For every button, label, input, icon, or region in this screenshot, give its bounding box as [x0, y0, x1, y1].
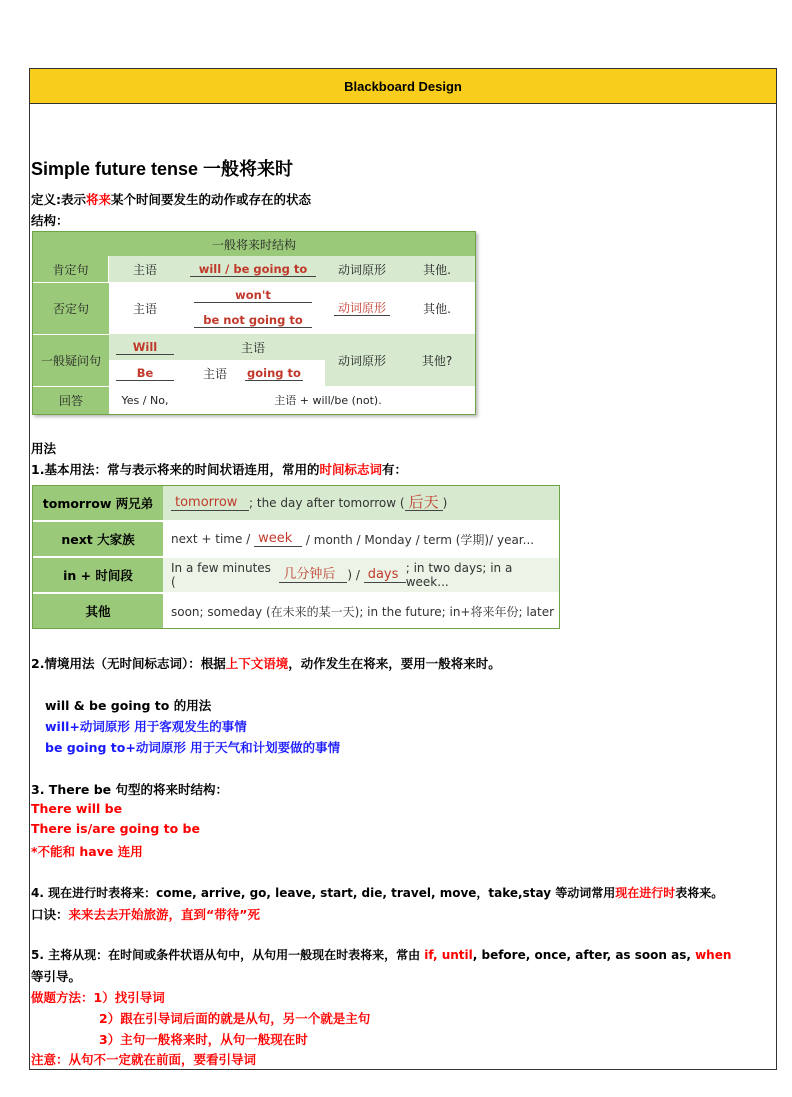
row-value-next: next + time / week / month / Monday / term (学期)/ year...: [163, 522, 559, 558]
definition-line: 定义:表示将来某个时间要发生的动作或存在的状态: [31, 192, 312, 207]
will-be-title: will & be going to 的用法: [45, 698, 212, 713]
method-step-1: 做题方法：1）找引导词: [31, 990, 165, 1005]
there-going-to-be: There is/are going to be: [31, 821, 200, 836]
blackboard-frame: [29, 68, 777, 1070]
usage-title: 用法: [31, 441, 57, 456]
row-label-next: next 大家族: [33, 522, 163, 558]
there-will-be: There will be: [31, 801, 123, 816]
cell-will-going: will / be going to: [181, 256, 325, 282]
header-title: Blackboard Design: [344, 78, 462, 94]
row-label-in: in + 时间段: [33, 558, 163, 594]
row-label-answer: 回答: [33, 386, 109, 414]
be-going-usage: be going to+动词原形 用于天气和计划要做的事情: [45, 740, 341, 755]
row-label-other: 其他: [33, 594, 163, 628]
clause-line: 5. 主将从现：在时间或条件状语从句中，从句用一般现在时表将来，常由 if, until, before, once, after, as soon as, when: [31, 948, 732, 962]
table-heading: 一般将来时结构: [33, 232, 475, 256]
cell-be: Be: [109, 360, 181, 386]
cell-other: 其他?: [399, 334, 475, 386]
row-label-negative: 否定句: [33, 282, 109, 334]
cell-other: 其他.: [399, 282, 475, 334]
cell-verb: 动词原形: [325, 282, 399, 334]
blackboard-header: [30, 69, 776, 104]
clause-line-2: 等引导。: [31, 969, 82, 984]
cell-wont-notgoing: won't be not going to: [181, 282, 325, 334]
cell-subject: 主语: [109, 282, 181, 334]
there-be-title: 3. There be 句型的将来时结构：: [31, 782, 228, 797]
cell-yes-no: Yes / No,: [109, 386, 181, 414]
row-label-question: 一般疑问句: [33, 334, 109, 386]
cell-other: 其他.: [399, 256, 475, 282]
page-title: Simple future tense 一般将来时: [31, 159, 294, 179]
there-be-note: *不能和 have 连用: [31, 844, 143, 859]
progressive-line: 4. 现在进行时表将来：come, arrive, go, leave, start, die, travel, move，take,stay 等动词常用现在进行时表将来。: [31, 886, 724, 900]
cell-subject: 主语: [109, 256, 181, 282]
cell-answer: 主语 + will/be (not).: [181, 386, 475, 414]
row-value-other: soon; someday (在未来的某一天); in the future; in+将来年份; later: [163, 594, 559, 628]
row-value-tomorrow: tomorrow ; the day after tomorrow ( 后天 ): [163, 486, 559, 522]
note-line: 注意：从句不一定就在前面，要看引导词: [31, 1052, 257, 1067]
row-label-affirmative: 肯定句: [33, 256, 109, 282]
mnemonic: 口诀：来来去去开始旅游，直到“带待”死: [31, 907, 260, 922]
cell-subject: 主语: [181, 334, 325, 360]
row-label-tomorrow: tomorrow 两兄弟: [33, 486, 163, 522]
usage-1: 1.基本用法：常与表示将来的时间状语连用，常用的时间标志词有：: [31, 462, 407, 477]
cell-verb: 动词原形: [325, 334, 399, 386]
cell-verb: 动词原形: [325, 256, 399, 282]
cell-subject-going: 主语 going to: [181, 360, 325, 386]
structure-label: 结构：: [31, 213, 69, 228]
row-value-in: In a few minutes ( 几分钟后 ) / days ; in two days; in a week...: [163, 558, 559, 594]
will-usage: will+动词原形 用于客观发生的事情: [45, 719, 247, 734]
method-step-2: 2）跟在引导词后面的就是从句，另一个就是主句: [99, 1011, 371, 1026]
usage-2: 2.情境用法（无时间标志词）：根据上下文语境，动作发生在将来，要用一般将来时。: [31, 656, 501, 671]
method-step-3: 3）主句一般将来时，从句一般现在时: [99, 1032, 308, 1047]
structure-table: [32, 231, 476, 415]
time-markers-table: [32, 485, 560, 629]
cell-will: Will: [109, 334, 181, 360]
